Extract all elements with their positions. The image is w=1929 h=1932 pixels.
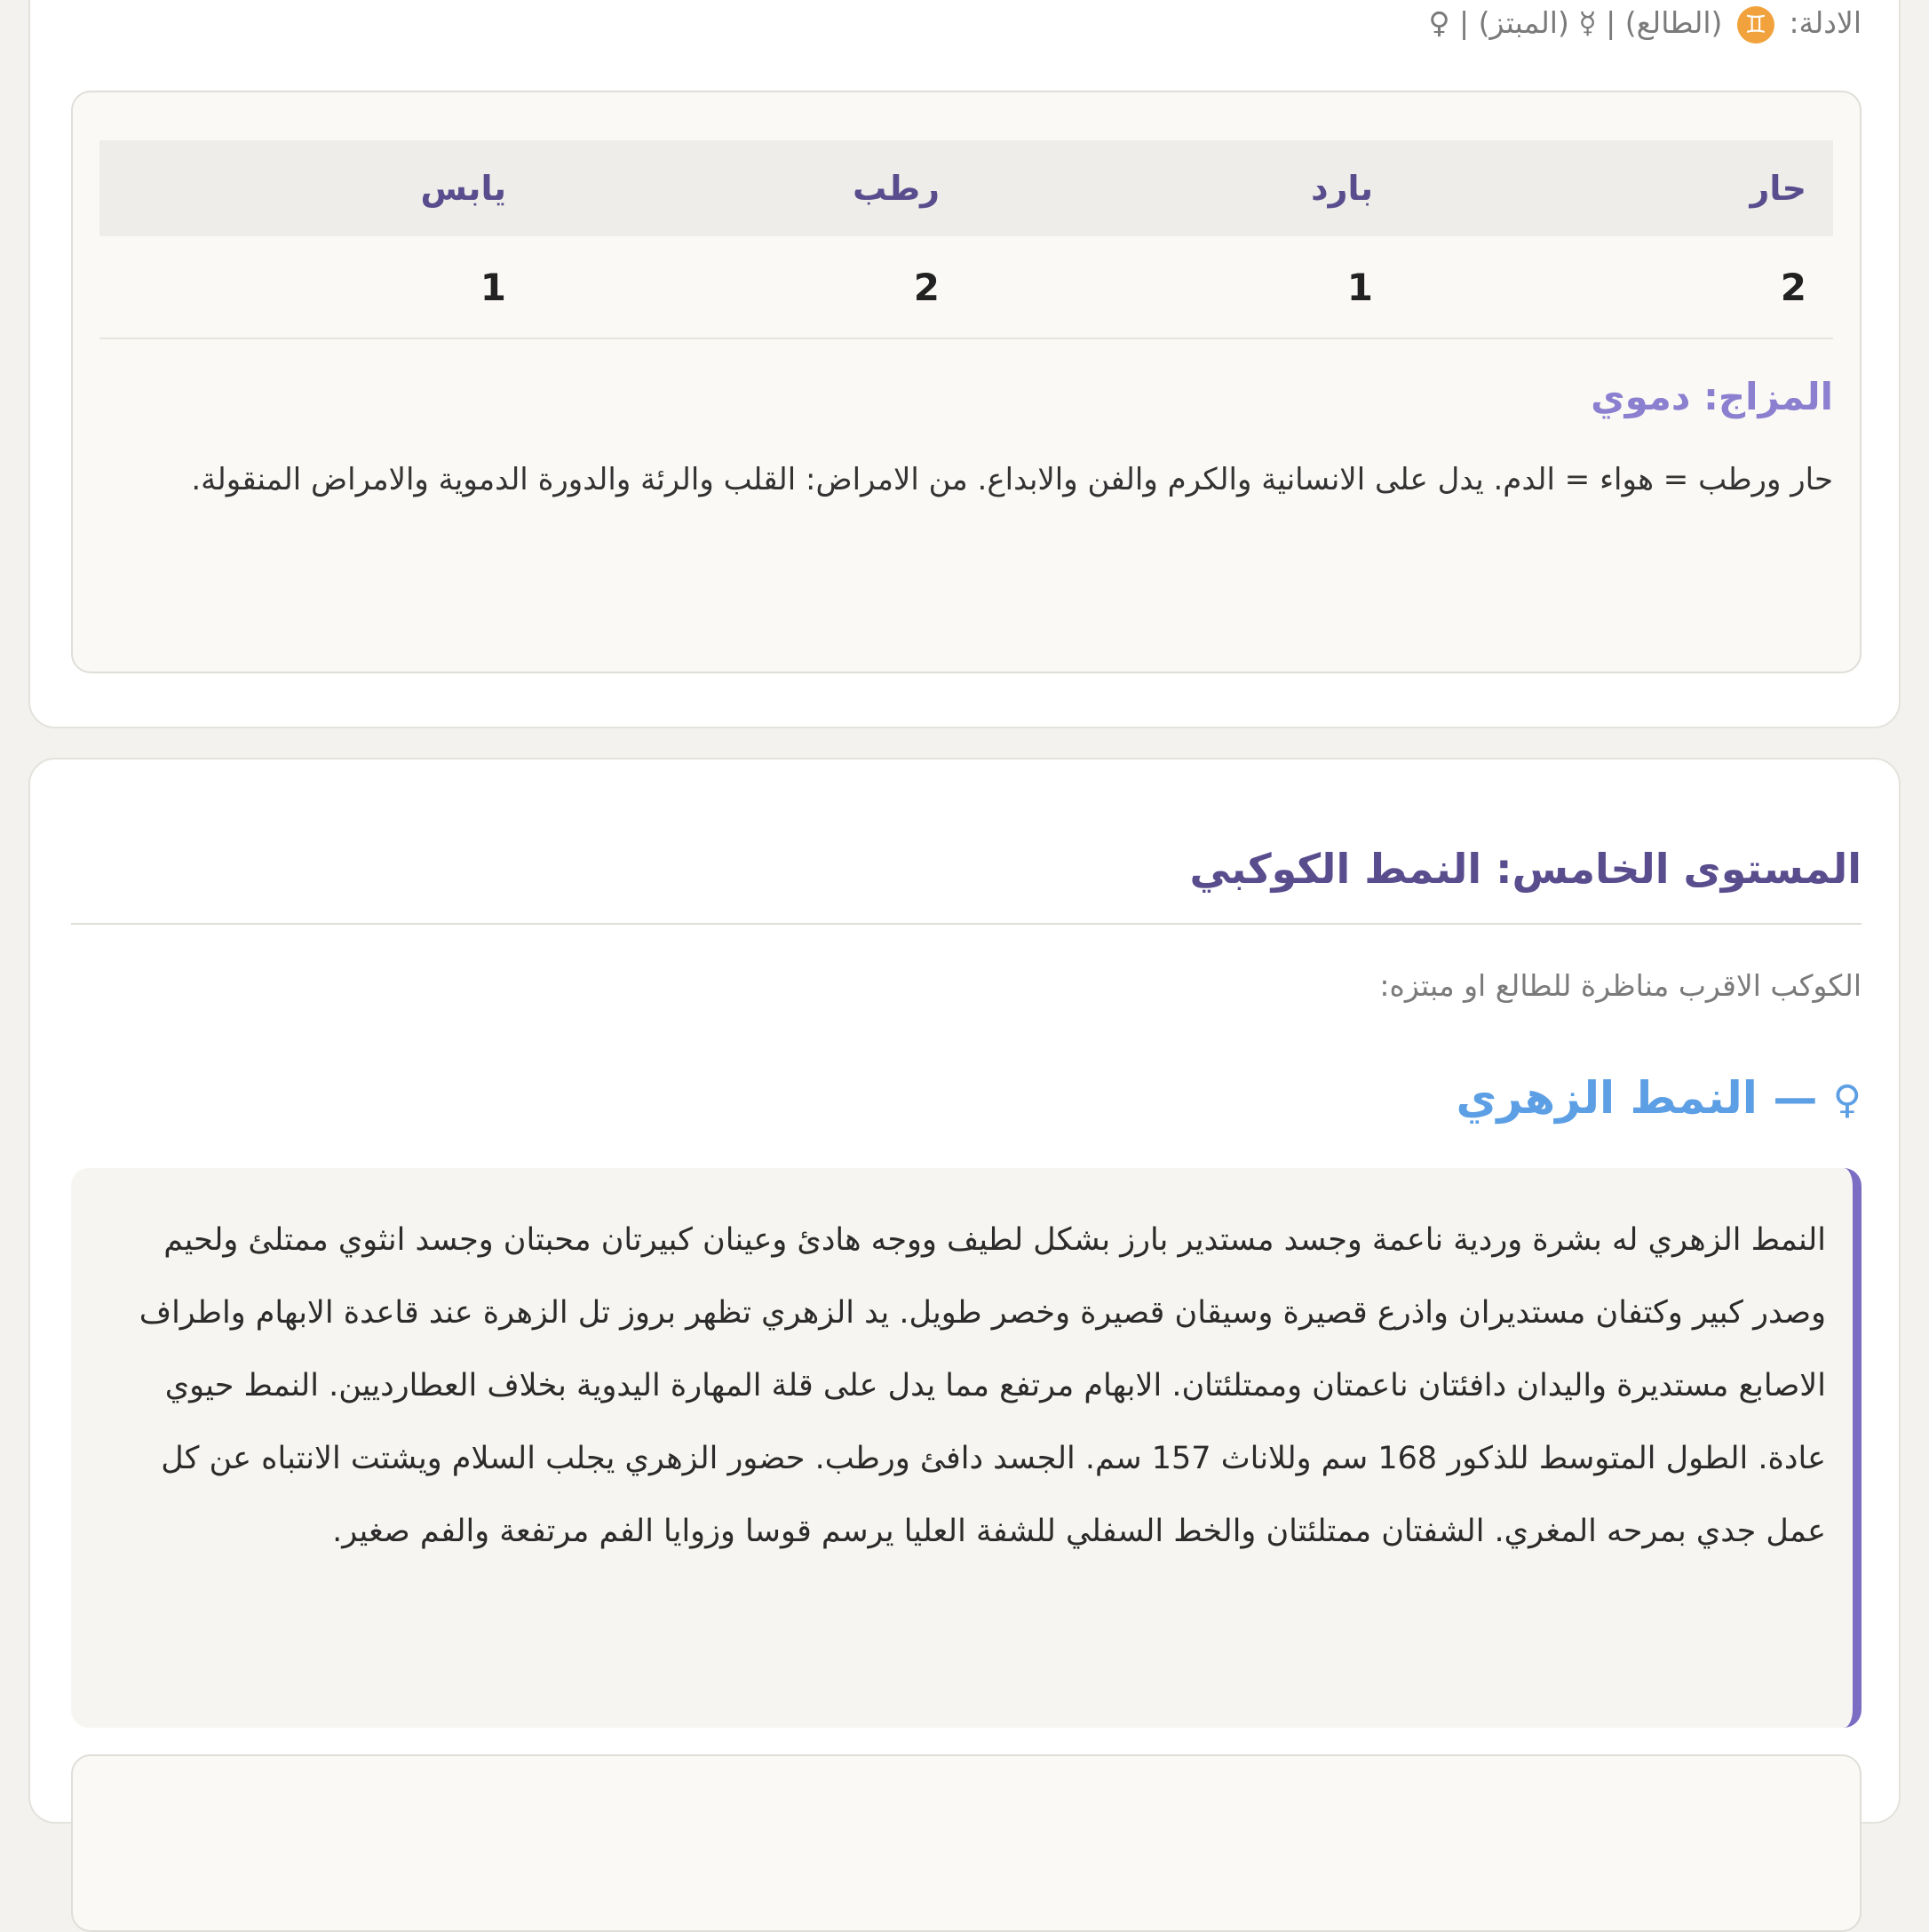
section-subtitle: الكوكب الاقرب مناظرة للطالع او مبتزه: — [1379, 968, 1862, 1003]
evidence-label: الادلة: — [1789, 5, 1862, 40]
ascendant-note: (الطالع) — [1624, 5, 1723, 40]
ruler-note: (المبتز) — [1478, 5, 1569, 40]
value-cold: 1 — [966, 236, 1400, 338]
section-title: المستوى الخامس: النمط الكوكبي — [1189, 845, 1862, 893]
value-dry: 1 — [99, 236, 533, 338]
table-header-row — [99, 140, 1833, 236]
planetary-pattern-card — [28, 758, 1901, 1824]
gemini-icon: ♊ — [1737, 6, 1774, 44]
qualities-table — [99, 140, 1833, 339]
next-content-box — [71, 1754, 1862, 1932]
pattern-heading — [1457, 1072, 1862, 1124]
mizaj-description: حار ورطب = هواء = الدم. يدل على الانسانية والكرم والفن والابداع. من الامراض: القلب والرئة والدورة الدموية والامراض المنقولة. — [191, 462, 1833, 497]
table-row — [99, 236, 1833, 338]
pattern-title: — النمط الزهري — [1456, 1072, 1818, 1124]
header-moist: رطب — [533, 140, 966, 236]
title-divider — [71, 923, 1862, 925]
pattern-description-box — [71, 1168, 1862, 1728]
mizaj-title: المزاج: دموي — [1591, 375, 1833, 418]
venus-icon: ♀ — [1832, 1077, 1862, 1123]
value-hot: 2 — [1400, 236, 1833, 338]
mercury-icon: ☿ — [1578, 5, 1597, 40]
evidence-separator: | — [1606, 5, 1616, 40]
venus-icon: ♀ — [1428, 5, 1450, 40]
value-moist: 2 — [533, 236, 966, 338]
header-dry: يابس — [99, 140, 533, 236]
pattern-description: النمط الزهري له بشرة وردية ناعمة وجسد مستدير بارز بشكل لطيف ووجه هادئ وعينان كبيرتان محبتان وجسد انثوي ممتلئ ولحيم وصدر كبير وكتفان مستديران واذرع قصيرة وسيقان قصيرة وخصر طويل. يد الزهري تظهر بروز تل الزهرة عند قاعدة الابهام واطراف الاصابع مستديرة واليدان دافئتان ناعمتان وممتلئتان. الابهام مرتفع مما يدل على قلة المهارة اليدوية بخلاف العطارديين. النمط حيوي عادة. الطول المتوسط للذكور 168 سم وللاناث 157 سم. الجسد دافئ ورطب. حضور الزهري يجلب السلام ويشتت الانتباه عن كل عمل جدي بمرحه المغري. الشفتان ممتلئتان والخط السفلي للشفة العليا يرسم قوسا وزوايا الفم مرتفعة والفم صغير. — [139, 1222, 1826, 1549]
evidence-separator: | — [1459, 5, 1470, 40]
temperament-card — [28, 0, 1901, 728]
evidence-line — [1428, 5, 1862, 44]
header-hot: حار — [1400, 140, 1833, 236]
header-cold: بارد — [966, 140, 1400, 236]
temperament-box — [71, 91, 1862, 673]
